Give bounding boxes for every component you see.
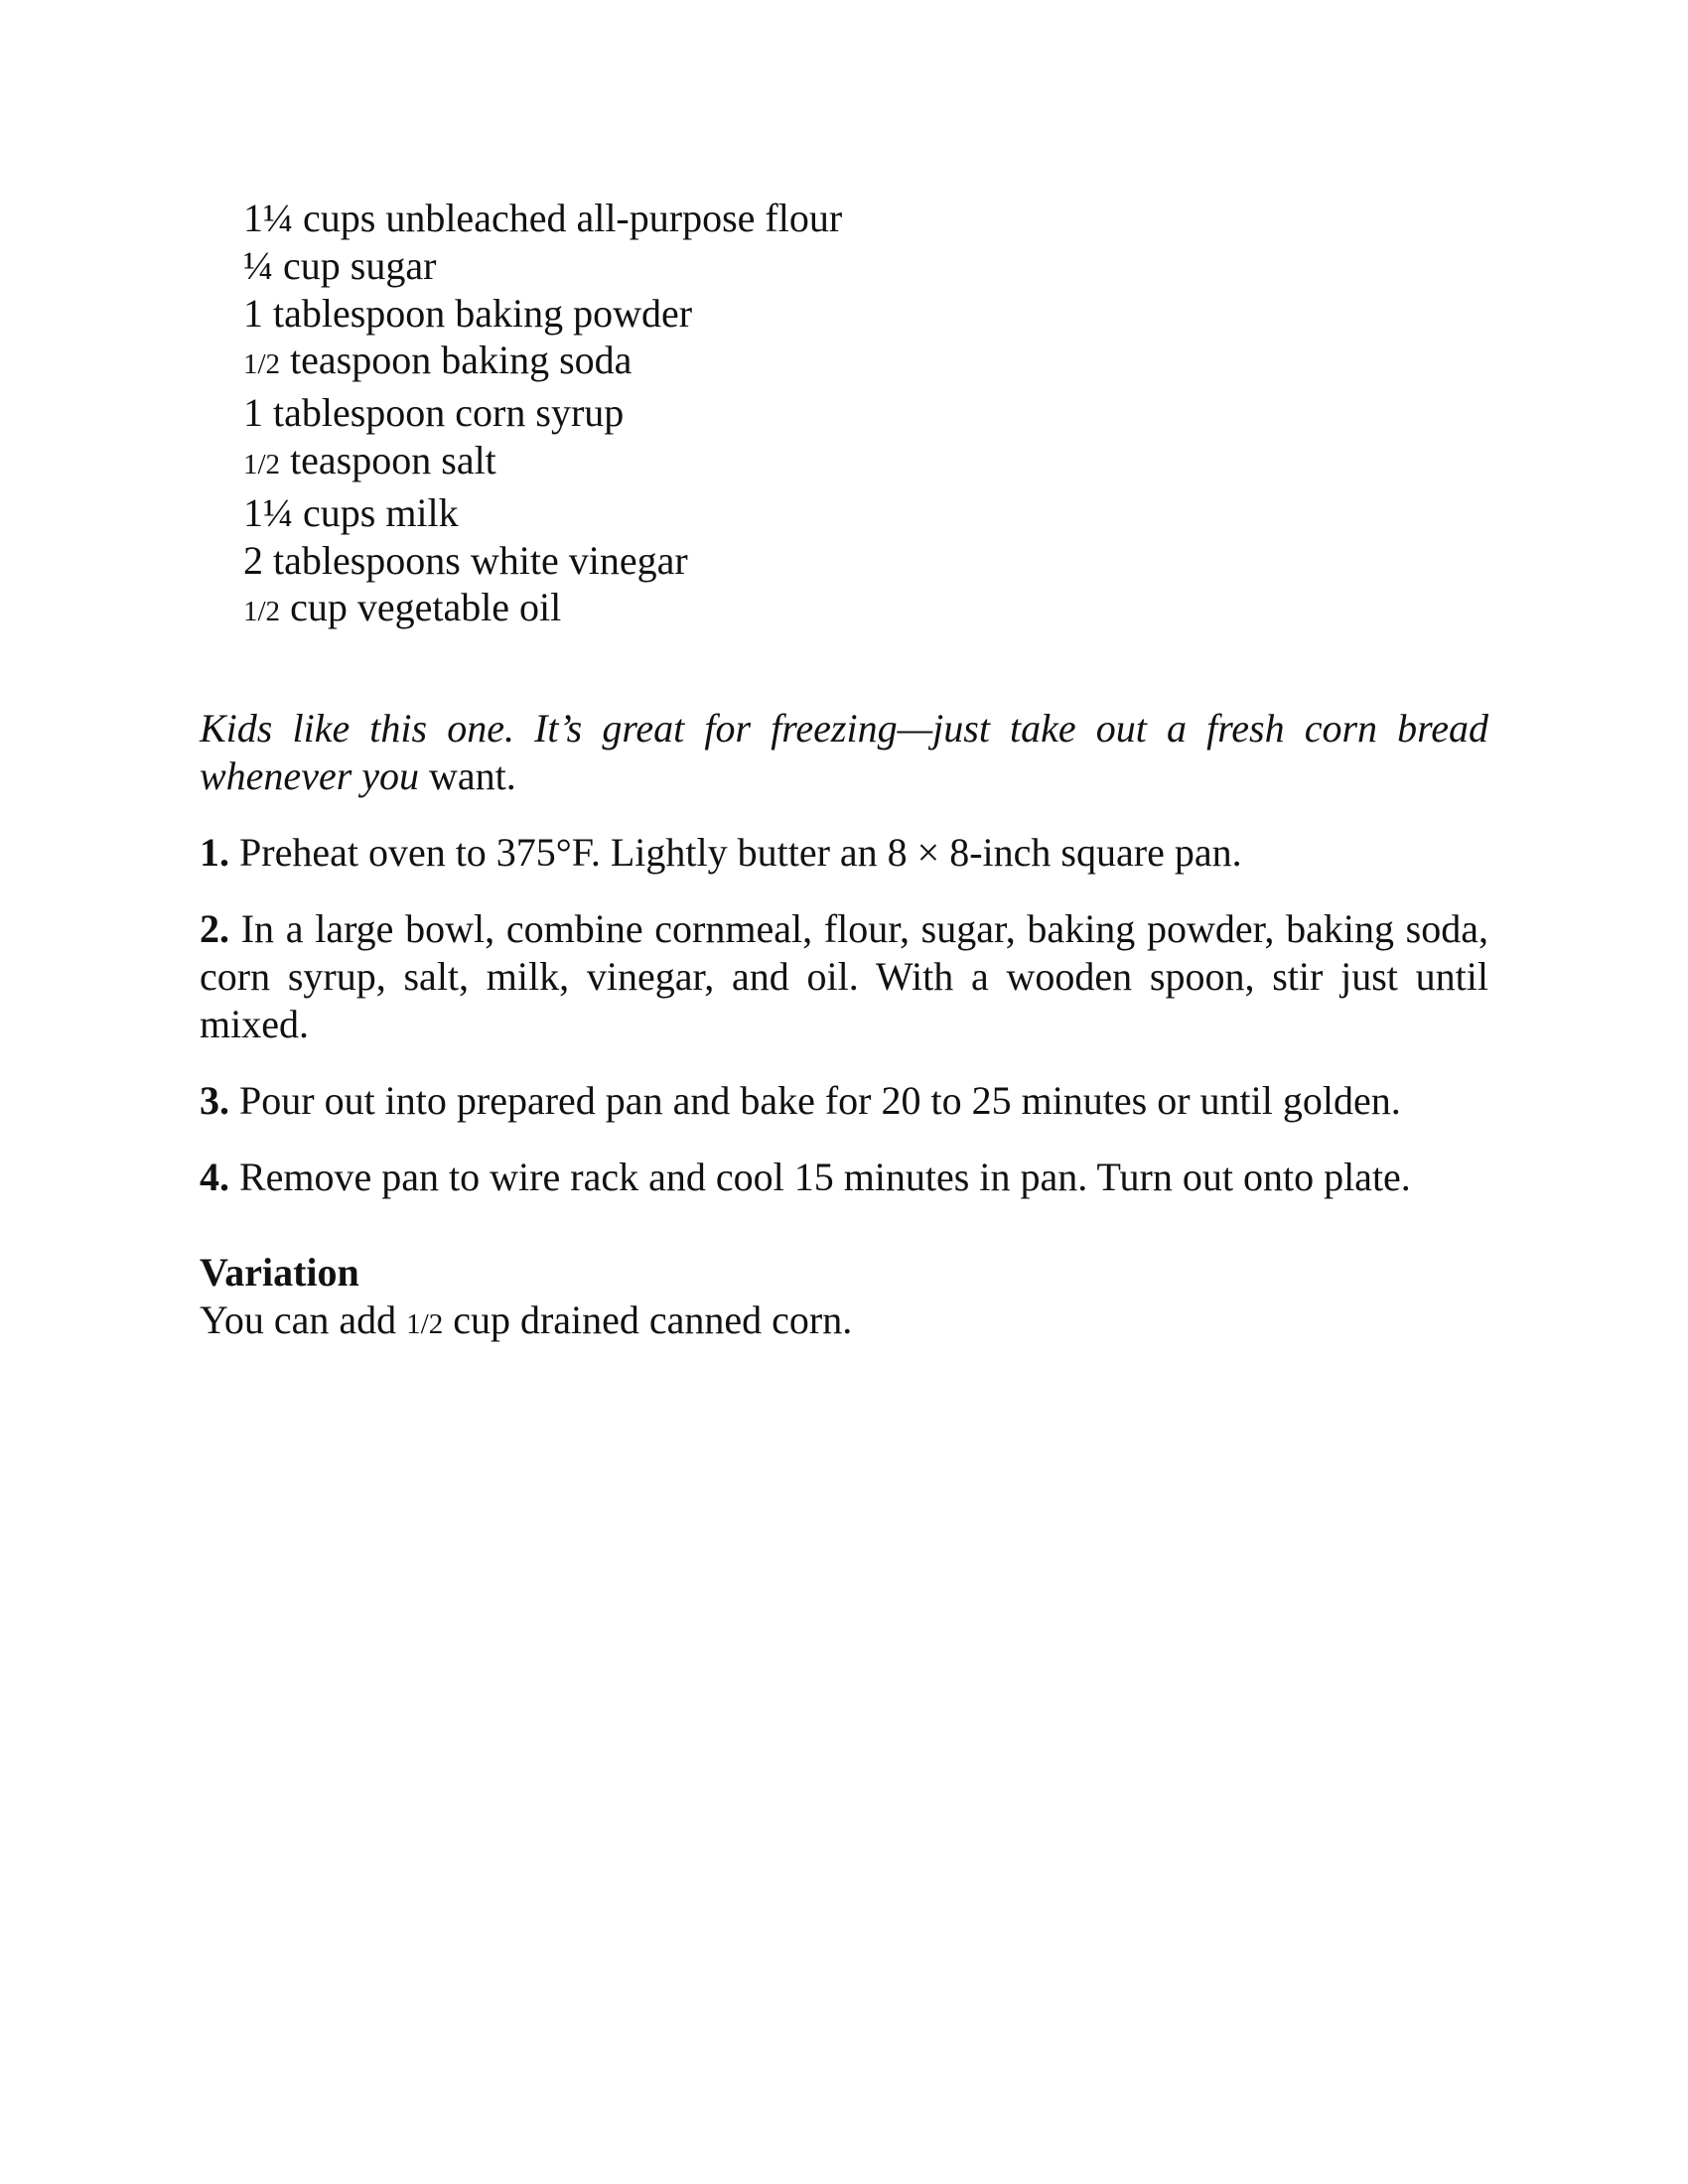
ingredient-text: teaspoon salt [280, 437, 496, 482]
step-text: In a large bowl, combine cornmeal, flour, sugar, baking powder, baking soda, corn syrup, salt, milk, vinegar, and oil. With a wooden spoon, stir just until mixed. [200, 906, 1488, 1046]
variation-fraction: 1/2 [406, 1308, 444, 1340]
ingredient-text: cup sugar [273, 242, 437, 288]
step-text: Preheat oven to 375°F. Lightly butter an 8 × 8-inch square pan. [229, 830, 1242, 875]
ingredient-item [243, 584, 1484, 636]
ingredient-item [243, 437, 1484, 489]
step-number: 1. [200, 830, 229, 875]
ingredient-item [243, 389, 1484, 437]
ingredient-quantity: 1/2 [243, 448, 281, 480]
ingredient-list [243, 195, 1484, 636]
ingredient-quantity: 1¼ [243, 196, 293, 240]
variation-text-before: You can add [200, 1297, 407, 1342]
ingredient-text: cups milk [293, 489, 459, 535]
ingredient-item [243, 242, 1484, 290]
ingredient-quantity: 2 [243, 537, 263, 583]
intro-italic-text: Kids like this one. It’s great for freezing—just take out a fresh corn bread whenever you [200, 706, 1488, 798]
ingredient-quantity: ¼ [243, 242, 273, 288]
ingredient-item [243, 290, 1484, 338]
ingredient-quantity: 1 [243, 390, 263, 436]
ingredient-item [243, 337, 1484, 389]
variation-text [200, 1297, 1488, 1348]
ingredient-quantity: 1/2 [243, 596, 281, 628]
ingredient-quantity: 1¼ [243, 489, 293, 535]
step-2 [200, 905, 1488, 1048]
ingredient-text: teaspoon baking soda [280, 338, 633, 383]
step-text: Remove pan to wire rack and cool 15 minutes in pan. Turn out onto plate. [229, 1155, 1411, 1199]
step-text: Pour out into prepared pan and bake for 20 to 25 minutes or until golden. [229, 1078, 1401, 1123]
step-3 [200, 1077, 1488, 1125]
intro-paragraph [200, 705, 1488, 800]
step-number: 4. [200, 1155, 229, 1199]
variation-heading: Variation [200, 1250, 359, 1295]
ingredient-text: tablespoon corn syrup [263, 390, 625, 436]
step-4 [200, 1154, 1488, 1201]
ingredient-text: tablespoon baking powder [263, 290, 693, 336]
variation-text-after: cup drained canned corn. [443, 1297, 853, 1342]
step-number: 2. [200, 906, 229, 951]
ingredient-text: cups unbleached all-purpose flour [293, 196, 843, 240]
ingredient-quantity: 1 [243, 290, 263, 336]
recipe-body [200, 705, 1488, 1348]
step-1 [200, 829, 1488, 877]
step-number: 3. [200, 1078, 229, 1123]
ingredient-text: cup vegetable oil [280, 585, 562, 630]
ingredient-text: tablespoons white vinegar [263, 537, 688, 583]
ingredient-item [243, 195, 1484, 242]
ingredient-item [243, 537, 1484, 585]
ingredient-quantity: 1/2 [243, 348, 281, 381]
intro-plain-text: want. [419, 753, 516, 798]
ingredient-item [243, 489, 1484, 537]
